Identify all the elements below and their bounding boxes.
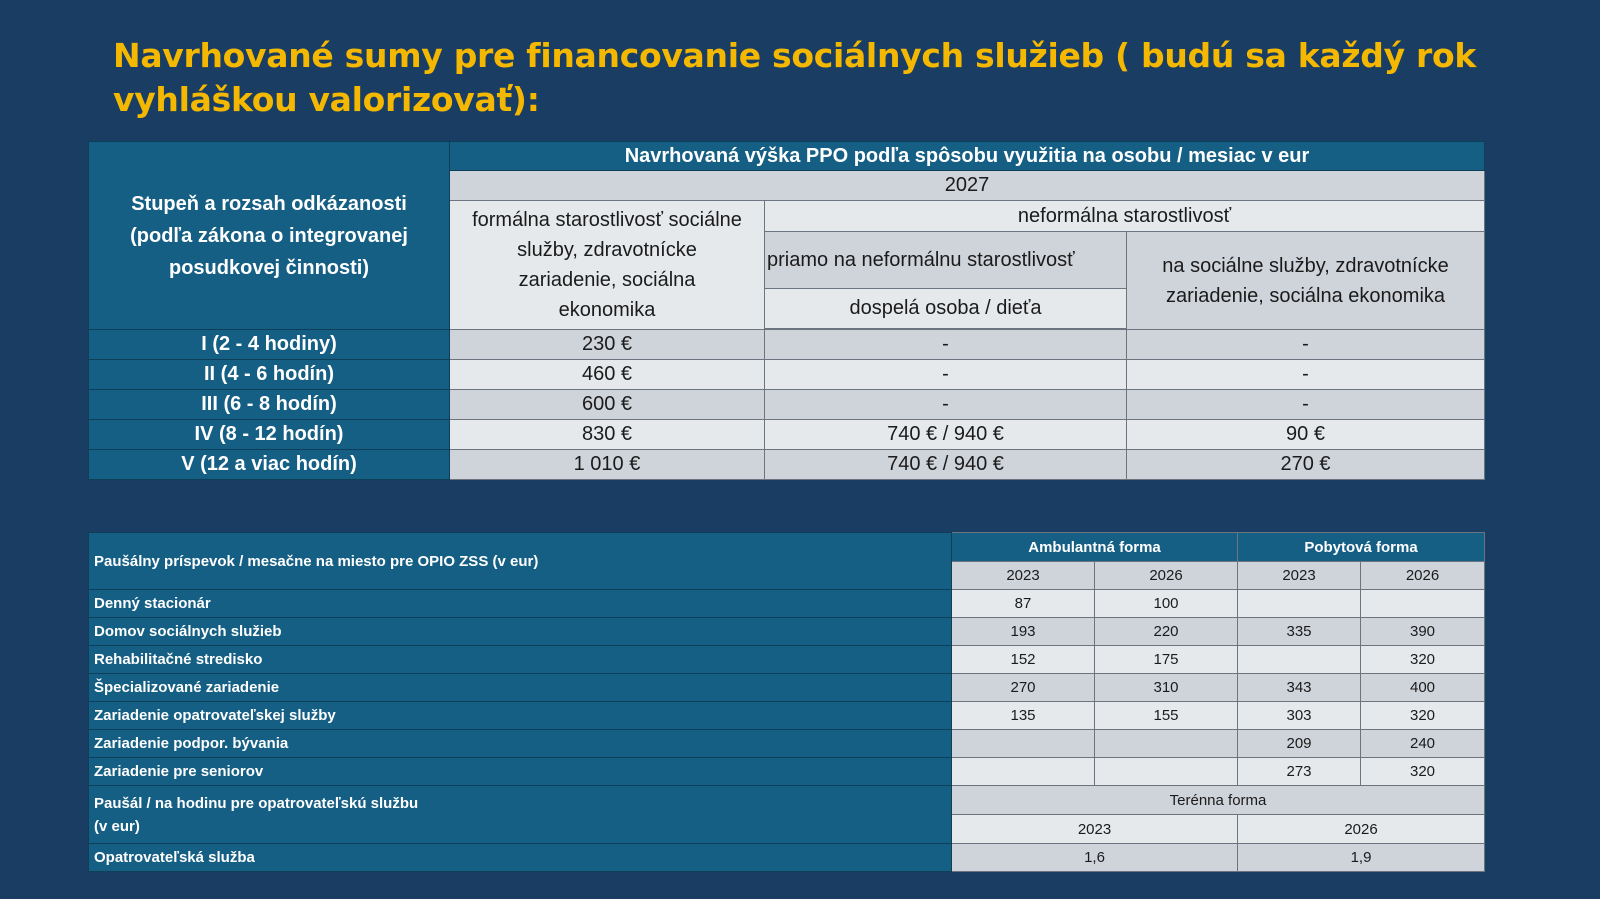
- facility-value: [952, 758, 1095, 786]
- year-col: 2023: [952, 562, 1095, 590]
- year-col: 2026: [1095, 562, 1238, 590]
- level-label: III (6 - 8 hodín): [89, 390, 450, 420]
- facility-value: [1238, 646, 1361, 674]
- facility-value: 400: [1361, 674, 1485, 702]
- direct-value: -: [765, 360, 1127, 390]
- services-value: -: [1127, 390, 1485, 420]
- facility-value: 310: [1095, 674, 1238, 702]
- direct-value: 740 € / 940 €: [765, 420, 1127, 450]
- facility-value: 209: [1238, 730, 1361, 758]
- level-label: II (4 - 6 hodín): [89, 360, 450, 390]
- services-value: 90 €: [1127, 420, 1485, 450]
- field-year: 2023: [952, 815, 1238, 844]
- opio-header: Paušálny príspevok / mesačne na miesto pre OPIO ZSS (v eur): [89, 533, 952, 590]
- facility-value: 270: [952, 674, 1095, 702]
- ppo-row: [89, 330, 1485, 360]
- level-label: I (2 - 4 hodiny): [89, 330, 450, 360]
- formal-value: 830 €: [450, 420, 765, 450]
- facility-label: Zariadenie opatrovateľskej služby: [89, 702, 952, 730]
- facility-value: 273: [1238, 758, 1361, 786]
- ppo-table: [88, 141, 1485, 480]
- services-header: [1127, 232, 1485, 330]
- opio-row: [89, 758, 1485, 786]
- care-value: 1,9: [1238, 844, 1485, 872]
- facility-value: 175: [1095, 646, 1238, 674]
- facility-value: 135: [952, 702, 1095, 730]
- opio-row: [89, 646, 1485, 674]
- facility-label: Zariadenie podpor. bývania: [89, 730, 952, 758]
- formal-value: 460 €: [450, 360, 765, 390]
- facility-value: [1361, 590, 1485, 618]
- informal-header: neformálna starostlivosť: [765, 201, 1485, 232]
- facility-value: 193: [952, 618, 1095, 646]
- facility-value: 155: [1095, 702, 1238, 730]
- facility-value: 320: [1361, 646, 1485, 674]
- facility-label: Domov sociálnych služieb: [89, 618, 952, 646]
- hourly-label-line2: (v eur): [94, 817, 140, 835]
- ppo-row: [89, 360, 1485, 390]
- row-header: [89, 142, 450, 330]
- formal-header: [450, 201, 765, 330]
- services-value: 270 €: [1127, 450, 1485, 480]
- facility-value: 343: [1238, 674, 1361, 702]
- opio-row: [89, 618, 1485, 646]
- facility-value: [1095, 758, 1238, 786]
- year-header: 2027: [450, 171, 1485, 201]
- ppo-row: [89, 450, 1485, 480]
- direct-value: -: [765, 330, 1127, 360]
- facility-value: 100: [1095, 590, 1238, 618]
- facility-value: 87: [952, 590, 1095, 618]
- row-header-text: Stupeň a rozsah odkázanosti (podľa zákona o integrovanej posudkovej činnosti): [130, 192, 408, 279]
- facility-value: [1238, 590, 1361, 618]
- facility-label: Rehabilitačné stredisko: [89, 646, 952, 674]
- facility-value: 320: [1361, 702, 1485, 730]
- hourly-label-line1: Paušál / na hodinu pre opatrovateľskú službu: [94, 794, 419, 812]
- facility-value: [1095, 730, 1238, 758]
- facility-label: Špecializované zariadenie: [89, 674, 952, 702]
- formal-header-text: formálna starostlivosť sociálne služby, zdravotnícke zariadenie, sociálna ekonomika: [472, 209, 742, 321]
- facility-value: 320: [1361, 758, 1485, 786]
- ppo-row: [89, 420, 1485, 450]
- opio-row: [89, 702, 1485, 730]
- care-value: 1,6: [952, 844, 1238, 872]
- residential-header: Pobytová forma: [1238, 533, 1485, 562]
- year-col: 2026: [1361, 562, 1485, 590]
- hourly-label: [89, 786, 952, 844]
- care-label: Opatrovateľská služba: [89, 844, 952, 872]
- services-header-text: na sociálne služby, zdravotnícke zariadenie, sociálna ekonomika: [1162, 254, 1449, 307]
- level-label: IV (8 - 12 hodín): [89, 420, 450, 450]
- field-header: Terénna forma: [952, 786, 1485, 815]
- services-value: -: [1127, 360, 1485, 390]
- formal-value: 600 €: [450, 390, 765, 420]
- direct-value: 740 € / 940 €: [765, 450, 1127, 480]
- page-title: Navrhované sumy pre financovanie sociálnych služieb ( budú sa každý rok vyhláškou valorizovať):: [113, 36, 1476, 119]
- facility-value: 240: [1361, 730, 1485, 758]
- level-label: V (12 a viac hodín): [89, 450, 450, 480]
- facility-value: 220: [1095, 618, 1238, 646]
- direct-header: priamo na neformálnu starostlivosť: [765, 232, 1127, 289]
- facility-value: 303: [1238, 702, 1361, 730]
- facility-value: [952, 730, 1095, 758]
- direct-value: -: [765, 390, 1127, 420]
- opio-table: [88, 532, 1485, 872]
- facility-label: Denný stacionár: [89, 590, 952, 618]
- facility-value: 335: [1238, 618, 1361, 646]
- opio-row: [89, 590, 1485, 618]
- opio-row: [89, 730, 1485, 758]
- opio-row: [89, 674, 1485, 702]
- year-col: 2023: [1238, 562, 1361, 590]
- direct-subheader: dospelá osoba / dieťa: [765, 289, 1127, 329]
- main-header: Navrhovaná výška PPO podľa spôsobu využitia na osobu / mesiac v eur: [450, 142, 1485, 171]
- ppo-row: [89, 390, 1485, 420]
- facility-label: Zariadenie pre seniorov: [89, 758, 952, 786]
- services-value: -: [1127, 330, 1485, 360]
- facility-value: 390: [1361, 618, 1485, 646]
- formal-value: 230 €: [450, 330, 765, 360]
- facility-value: 152: [952, 646, 1095, 674]
- formal-value: 1 010 €: [450, 450, 765, 480]
- ambulant-header: Ambulantná forma: [952, 533, 1238, 562]
- field-year: 2026: [1238, 815, 1485, 844]
